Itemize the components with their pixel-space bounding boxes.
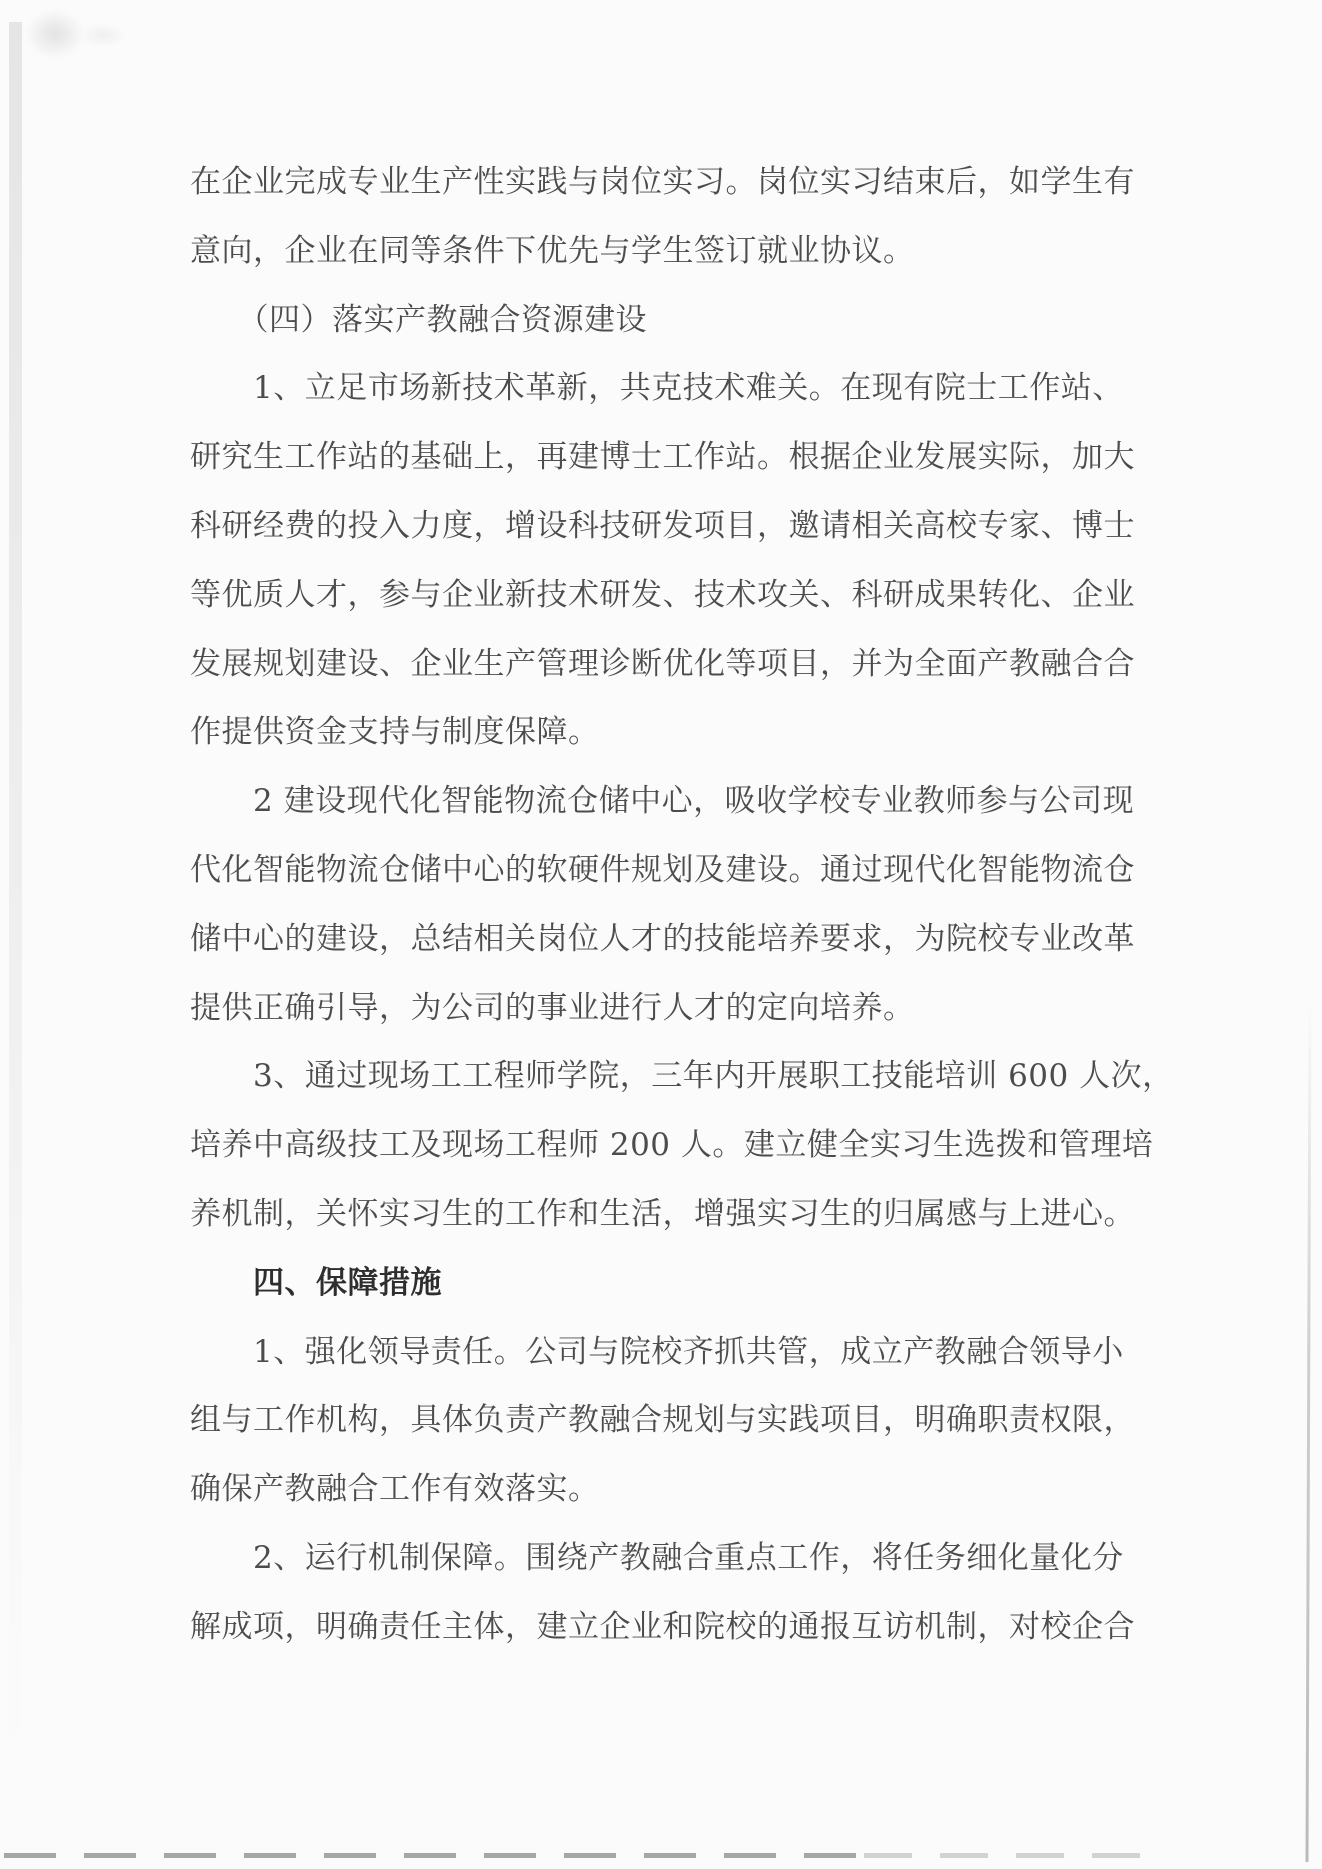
text-line: 组与工作机构，具体负责产教融合规划与实践项目，明确职责权限，: [190, 1402, 1135, 1439]
text-line: 发展规划建设、企业生产管理诊断优化等项目，并为全面产教融合合: [190, 645, 1135, 682]
scan-artifact-smudge: [80, 24, 126, 46]
text-line: 代化智能物流仓储中心的软硬件规划及建设。通过现代化智能物流仓: [190, 851, 1135, 888]
text-line: 研究生工作站的基础上，再建博士工作站。根据企业发展实际，加大: [190, 439, 1135, 476]
text-line: 培养中高级技工及现场工程师 200 人。建立健全实习生选拨和管理培: [190, 1127, 1154, 1164]
text-line: 养机制，关怀实习生的工作和生活，增强实习生的归属感与上进心。: [190, 1195, 1135, 1232]
scan-artifact-bottom-edge: [4, 1853, 864, 1858]
text-line: 等优质人才，参与企业新技术研发、技术攻关、科研成果转化、企业: [190, 576, 1135, 613]
text-line: 2 建设现代化智能物流仓储中心，吸收学校专业教师参与公司现: [190, 783, 1135, 820]
section-heading-safeguard-measures: 四、保障措施: [190, 1264, 442, 1301]
text-line: 解成项，明确责任主体，建立企业和院校的通报互访机制，对校企合: [190, 1608, 1135, 1645]
subsection-heading-4: （四）落实产教融合资源建设: [190, 301, 647, 338]
text-line: 1、强化领导责任。公司与院校齐抓共管，成立产教融合领导小: [190, 1333, 1124, 1370]
text-line: 3、通过现场工工程师学院，三年内开展职工技能培训 600 人次，: [190, 1058, 1174, 1095]
scan-artifact-bottom-edge: [864, 1853, 1144, 1858]
text-line: 储中心的建设，总结相关岗位人才的技能培养要求，为院校专业改革: [190, 920, 1135, 957]
text-line: 在企业完成专业生产性实践与岗位实习。岗位实习结束后，如学生有: [190, 164, 1135, 200]
text-line: 2、运行机制保障。围绕产教融合重点工作，将任务细化量化分: [190, 1539, 1124, 1576]
text-line: 作提供资金支持与制度保障。: [190, 714, 600, 751]
scan-artifact-right-edge: [1305, 1000, 1311, 1862]
scan-artifact-left-strip: [9, 22, 22, 1767]
text-block: [190, 148, 1200, 1662]
text-line: 提供正确引导，为公司的事业进行人才的定向培养。: [190, 989, 915, 1026]
text-line: 确保产教融合工作有效落实。: [190, 1471, 600, 1508]
text-line: 1、立足市场新技术革新，共克技术难关。在现有院士工作站、: [190, 370, 1124, 407]
text-line: 意向，企业在同等条件下优先与学生签订就业协议。: [190, 232, 915, 269]
scan-artifact-smudge: [26, 10, 84, 58]
text-line: 科研经费的投入力度，增设科技研发项目，邀请相关高校专家、博士: [190, 507, 1135, 544]
